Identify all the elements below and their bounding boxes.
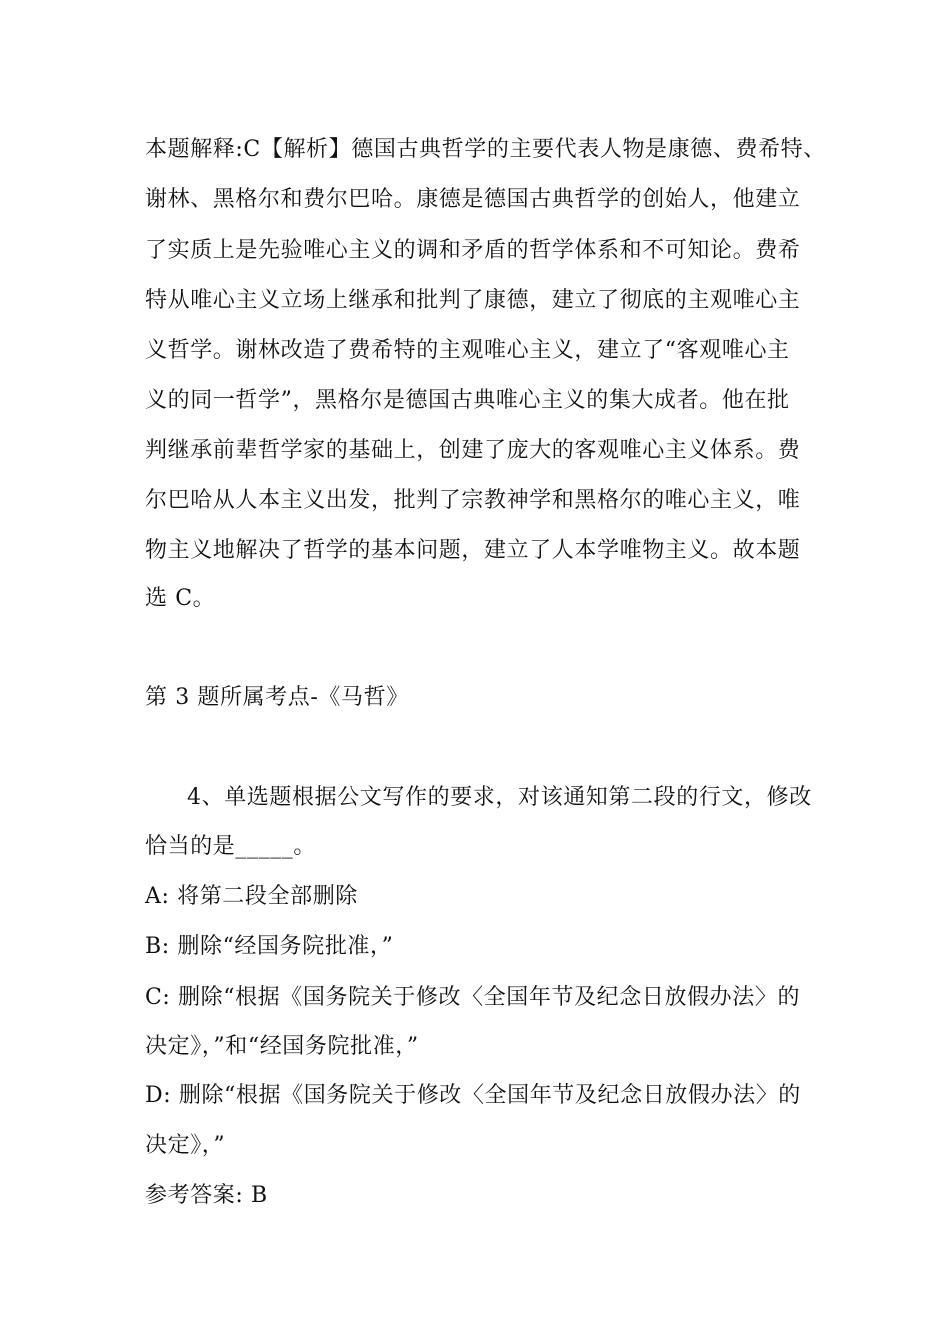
- explanation-line: 义哲学。谢林改造了费希特的主观唯心主义，建立了“客观唯心主: [145, 338, 790, 363]
- question-stem-line: 恰当的是_____。: [145, 834, 317, 859]
- option-b: B: 删除“经国务院批准，”: [145, 934, 394, 959]
- reference-answer: 参考答案: B: [145, 1183, 268, 1208]
- option-c: C: 删除“根据《国务院关于修改〈全国年节及纪念日放假办法〉的: [145, 985, 801, 1010]
- explanation-line: 物主义地解决了哲学的基本问题，建立了人本学唯物主义。故本题: [145, 538, 801, 563]
- option-d-continued: 决定》，”: [145, 1133, 226, 1158]
- explanation-line: 判继承前辈哲学家的基础上，创建了庞大的客观唯心主义体系。费: [145, 438, 801, 463]
- explanation-line: 选 C。: [145, 586, 216, 611]
- knowledge-point: 第 3 题所属考点-《马哲》: [145, 685, 409, 710]
- explanation-line: 义的同一哲学”，黑格尔是德国古典唯心主义的集大成者。他在批: [145, 388, 790, 413]
- question-stem-line: 4、单选题根据公文写作的要求，对该通知第二段的行文，修改: [187, 785, 812, 810]
- explanation-line: 本题解释:C【解析】德国古典哲学的主要代表人物是康德、费希特、: [145, 137, 826, 162]
- option-c-continued: 决定》，”和“经国务院批准，”: [145, 1034, 419, 1059]
- explanation-line: 谢林、黑格尔和费尔巴哈。康德是德国古典哲学的创始人，他建立: [145, 187, 801, 212]
- option-d: D: 删除“根据《国务院关于修改〈全国年节及纪念日放假办法〉的: [145, 1083, 801, 1108]
- explanation-line: 尔巴哈从人本主义出发，批判了宗教神学和黑格尔的唯心主义，唯: [145, 488, 801, 513]
- explanation-line: 了实质上是先验唯心主义的调和矛盾的哲学体系和不可知论。费希: [145, 238, 801, 263]
- option-a: A: 将第二段全部删除: [145, 884, 358, 909]
- explanation-line: 特从唯心主义立场上继承和批判了康德，建立了彻底的主观唯心主: [145, 288, 801, 313]
